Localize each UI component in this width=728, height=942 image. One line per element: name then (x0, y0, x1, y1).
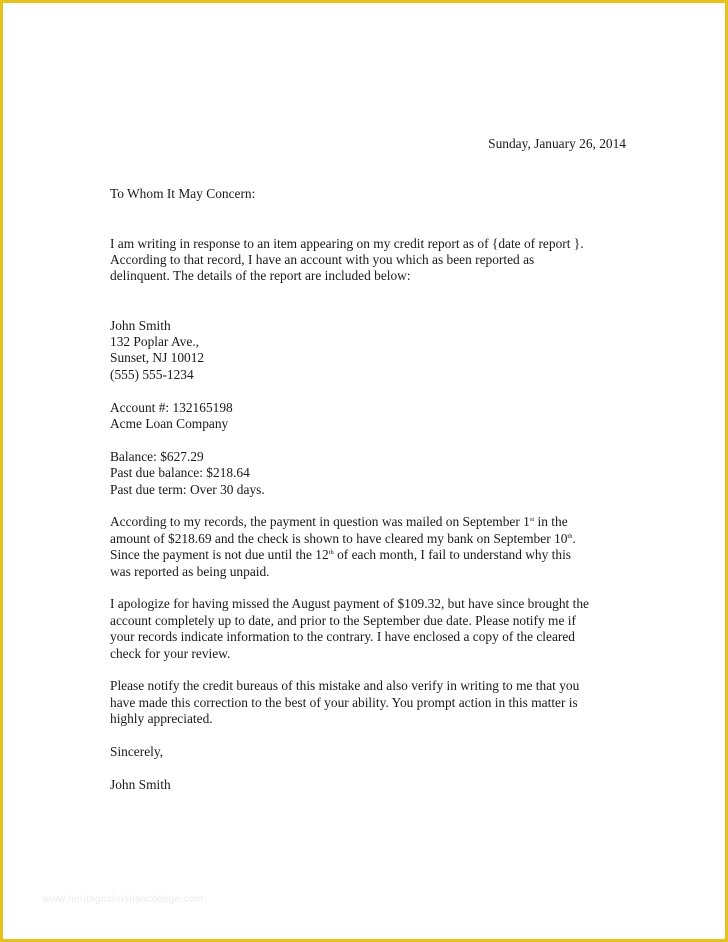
text-line: According to that record, I have an account with you which as been reported as (110, 252, 535, 268)
account-number: Account #: 132165198 (110, 399, 233, 415)
request-paragraph (110, 678, 626, 727)
text-line: delinquent. The details of the report are included below: (110, 268, 411, 284)
ordinal-suffix: th (567, 532, 573, 540)
text-segment: Since the payment is not due until the 12 (110, 547, 329, 563)
text-line: I apologize for having missed the August payment of $109.32, but have since brought the (110, 596, 589, 612)
text-line: have made this correction to the best of your ability. You prompt action in this matter is (110, 694, 578, 710)
closing: Sincerely, (110, 744, 164, 760)
text-line: account completely up to date, and prior to the September due date. Please notify me if (110, 612, 576, 628)
salutation: To Whom It May Concern: (110, 186, 256, 202)
text-line (110, 547, 626, 563)
past-due-term: Past due term: Over 30 days. (110, 481, 265, 497)
text-line: I am writing in response to an item appearing on my credit report as of {date of report }. (110, 235, 584, 251)
letter-body (110, 136, 626, 793)
sender-address (110, 318, 626, 384)
ordinal-suffix: th (328, 549, 334, 557)
apology-paragraph (110, 596, 626, 662)
text-line (110, 531, 626, 547)
text-line: Please notify the credit bureaus of this mistake and also verify in writing to me that you (110, 678, 580, 694)
text-segment: According to my records, the payment in question was mailed on September 1 (110, 514, 530, 530)
watermark-text: www.heritagechristiancollege.com (43, 894, 204, 905)
sender-street: 132 Poplar Ave., (110, 334, 200, 350)
account-details (110, 400, 626, 433)
text-segment: of each month, I fail to understand why this (333, 547, 572, 563)
sender-city: Sunset, NJ 10012 (110, 350, 205, 366)
text-line (110, 514, 626, 530)
text-line: was reported as being unpaid. (110, 563, 270, 579)
text-line: check for your review. (110, 645, 231, 661)
text-line: highly appreciated. (110, 711, 213, 727)
sender-phone: (555) 555-1234 (110, 366, 194, 382)
signature-name: John Smith (110, 776, 171, 792)
ordinal-suffix: st (529, 516, 535, 524)
payment-paragraph (110, 514, 626, 580)
text-segment: . (572, 530, 576, 546)
text-segment: amount of $218.69 and the check is shown to have cleared my bank on September 10 (110, 530, 568, 546)
sender-name: John Smith (110, 317, 171, 333)
text-segment: in the (534, 514, 568, 530)
intro-paragraph (110, 236, 626, 285)
letter-date: Sunday, January 26, 2014 (488, 136, 626, 151)
balance-details (110, 449, 626, 498)
text-line: your records indicate information to the contrary. I have enclosed a copy of the cleared (110, 629, 576, 645)
account-company: Acme Loan Company (110, 416, 229, 432)
past-due-balance: Past due balance: $218.64 (110, 465, 250, 481)
balance: Balance: $627.29 (110, 448, 204, 464)
